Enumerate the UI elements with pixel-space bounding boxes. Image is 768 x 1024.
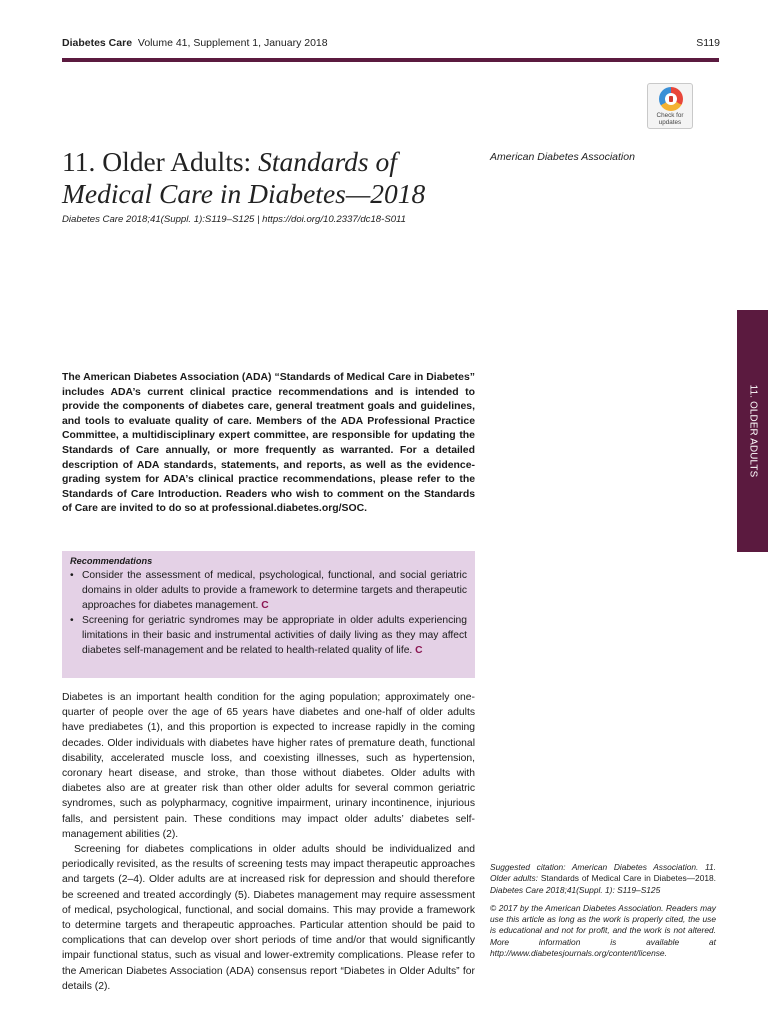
abstract: The American Diabetes Association (ADA) “Standards of Medical Care in Diabetes” includes ADA’s current clinical practice recommendations and is intended to provide the components of diabetes care, general treatment goals and guidelines, and tools to evaluate quality of care. Members of the ADA Professional Practice Committee, a multidisciplinary expert committee, are responsible for updating the Standards of Care annually, or more frequently as warranted. For a detailed description of ADA standards, statements, and reports, as well as the evidence-grading system for ADA’s clinical practice recommendations, please refer to the Standards of Care Introduction. Readers who wish to comment on the Standards of Care are invited to do so at professional.diabetes.org/SOC.	[62, 372, 475, 515]
suggested-citation-label: Suggested citation: American Diabetes Association. 11. Older adults:	[490, 862, 716, 884]
evidence-grade: C	[415, 645, 423, 656]
title-italic: Standards of Medical Care in Diabetes—2018	[62, 146, 426, 209]
body-paragraph: Diabetes is an important health condition for the aging population; approximately one-quarter of people over the age of 65 years have diabetes and one-half of older adults have prediabetes (1), and this proportion is expected to increase rapidly in the coming decades. Older individuals with diabetes have higher rates of premature death, functional disability, accelerated muscle loss, and coexisting illnesses, such as hypertension, coronary heart disease, and stroke, than those without diabetes. Older adults with diabetes also are at greater risk than other older adults for several common geriatric syndromes, such as polypharmacy, cognitive impairment, urinary incontinence, injurious falls, and persistent pain. These conditions may impact older adults’ diabetes self-management abilities (2).	[62, 692, 475, 840]
recommendation-item	[70, 613, 467, 658]
recommendation-text: Screening for geriatric syndromes may be appropriate in older adults experiencing limitations in their basic and instrumental activities of daily living as they may affect diabetes self-management and be related to health-related quality of life.	[82, 615, 467, 656]
copyright-notice: © 2017 by the American Diabetes Association. Readers may use this article as long as the work is properly cited, the use is educational and not for profit, and the work is not altered. More information is available at http://www.diabetesjournals.org/content/license.	[490, 902, 716, 959]
check-for-updates-button[interactable]	[647, 83, 693, 129]
recommendations-list	[70, 568, 467, 658]
check-for-updates-label	[648, 112, 692, 126]
title-plain: 11. Older Adults:	[62, 146, 259, 177]
issue-info: Volume 41, Supplement 1, January 2018	[137, 37, 328, 49]
recommendations-heading: Recommendations	[70, 556, 153, 566]
section-side-tab	[737, 310, 768, 552]
body-paragraph: Screening for diabetes complications in older adults should be individualized and periodically revisited, as the results of screening tests may impact therapeutic approaches and targets (2–4). Older adults are at increased risk for depression and should therefore be screened and treated accordingly (5). Diabetes management may require assessment of medical, psychological, functional, and social domains. This may provide a framework to determine targets and therapeutic approaches. Particular attention should be paid to complications that can develop over short periods of time and/or that would significantly impair functional status, such as visual and lower-extremity complications. Please refer to the American Diabetes Association (ADA) consensus report “Diabetes in Older Adults” for details (2).	[62, 844, 475, 992]
badge-label-line2: updates	[658, 119, 682, 126]
suggested-citation-title: Standards of Medical Care in Diabetes—2018.	[540, 873, 717, 884]
article-title	[62, 146, 482, 210]
badge-label-line1: Check for	[656, 112, 684, 119]
suggested-citation-ref: Diabetes Care 2018;41(Suppl. 1): S119–S125	[490, 884, 661, 895]
section-side-tab-label: 11. OLDER ADULTS	[747, 384, 758, 478]
running-head	[62, 37, 328, 49]
evidence-grade: C	[261, 600, 269, 611]
citation-line[interactable]: Diabetes Care 2018;41(Suppl. 1):S119–S125 | https://doi.org/10.2337/dc18-S011	[62, 214, 407, 225]
page-number: S119	[696, 37, 720, 49]
header-rule	[62, 58, 719, 62]
bullet-icon: •	[70, 615, 74, 626]
side-note	[490, 862, 716, 966]
bullet-icon: •	[70, 570, 74, 581]
recommendation-item	[70, 568, 467, 613]
journal-name: Diabetes Care	[62, 37, 133, 49]
check-for-updates-icon	[659, 87, 683, 111]
author: American Diabetes Association	[490, 151, 635, 163]
body-text	[62, 690, 475, 994]
recommendations-box	[62, 551, 475, 678]
recommendation-text: Consider the assessment of medical, psychological, functional, and social geriatric domains in older adults to provide a framework to determine targets and therapeutic approaches for diabetes management.	[82, 570, 467, 611]
suggested-citation	[490, 862, 716, 896]
